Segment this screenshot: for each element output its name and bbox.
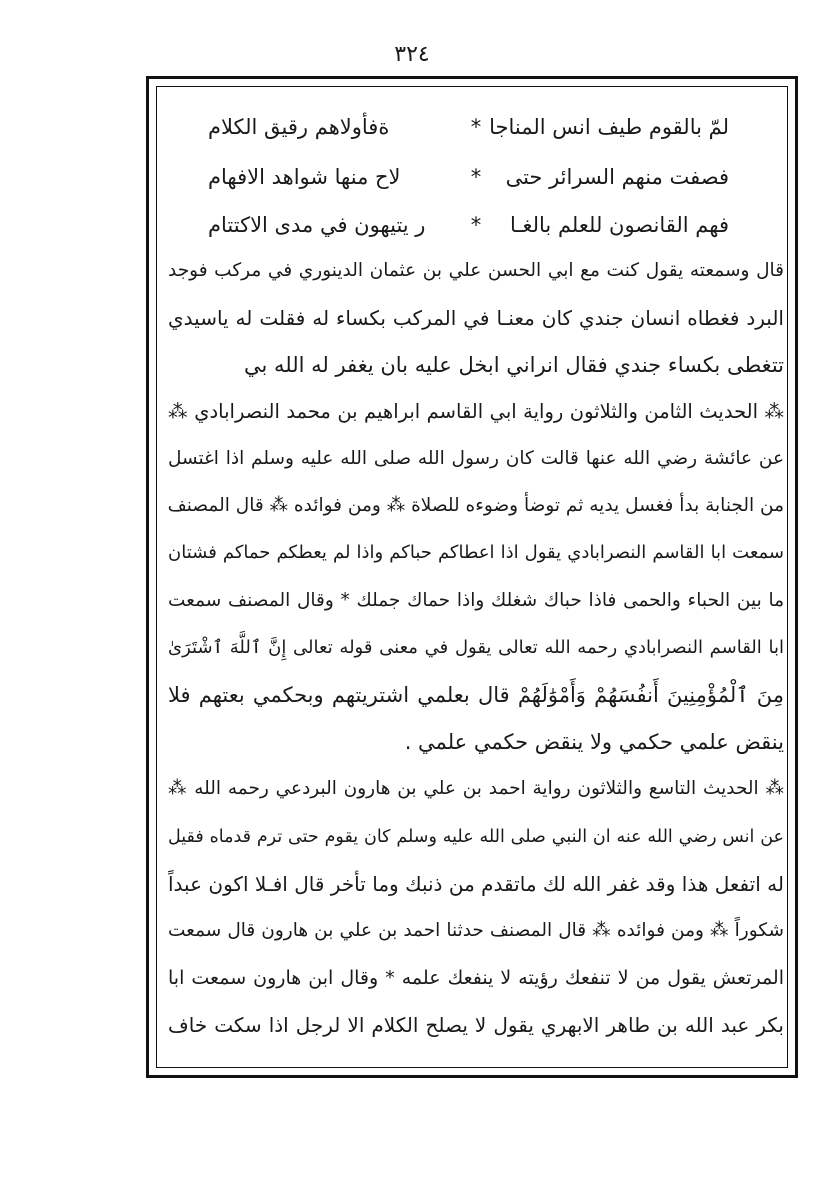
verse-second-hemistich: ر يتيهون في مدى الاكتتام bbox=[208, 213, 426, 237]
verse-separator: * bbox=[470, 165, 482, 189]
verse-line bbox=[168, 106, 784, 148]
text-line: تتغطى بكساء جندي فقال انراني ابخل عليه بان يغفر له الله بي bbox=[244, 353, 784, 377]
text-line: البرد فغطاه انسان جندي كان معنـا في المركب بكساء له فقلت له ياسيدي bbox=[168, 306, 784, 330]
text-line: قال وسمعته يقول كنت مع ابي الحسن علي بن عثمان الدينوري في مركب فوجد bbox=[168, 260, 784, 281]
hadith-heading: ⁂ الحديث الثامن والثلاثون رواية ابي القاسم ابراهيم بن محمد النصرابادي ⁂ bbox=[168, 400, 784, 423]
text-block bbox=[168, 100, 784, 1060]
text-line: شكوراً ⁂ ومن فوائده ⁂ قال المصنف حدثنا احمد بن علي بن هارون قال سمعت bbox=[168, 920, 784, 941]
verse-second-hemistich: ةفأولاهم رقيق الكلام bbox=[208, 115, 390, 139]
page-number: ٣٢٤ bbox=[394, 42, 430, 67]
text-line: ابا القاسم النصرابادي رحمه الله تعالى يقول في معنى قوله تعالى إِنَّ ٱللَّهَ ٱشْتَرَىٰ bbox=[168, 637, 784, 658]
verse-first-hemistich: فصفت منهم السرائر حتى bbox=[505, 165, 729, 189]
text-line: عن عائشة رضي الله عنها قالت كان رسول الله صلى الله عليه وسلم اذا اغتسل bbox=[168, 448, 784, 469]
hadith-heading: ⁂ الحديث التاسع والثلاثون رواية احمد بن علي بن هارون البردعي رحمه الله ⁂ bbox=[168, 778, 784, 799]
text-line: من الجنابة بدأ فغسل يديه ثم توضأ وضوءه للصلاة ⁂ ومن فوائده ⁂ قال المصنف bbox=[168, 495, 784, 516]
verse-first-hemistich: لمّ بالقوم طيف انس المناجا bbox=[489, 115, 729, 139]
verse-first-hemistich: فهم القانصون للعلم بالغـا bbox=[509, 213, 729, 237]
text-line: ما بين الحباء والحمى فاذا حباك شغلك واذا حماك جملك * وقال المصنف سمعت bbox=[168, 590, 784, 611]
text-line: بكر عبد الله بن طاهر الابهري يقول لا يصلح الكلام الا لرجل اذا سكت خاف bbox=[168, 1013, 784, 1037]
verse-second-hemistich: لاح منها شواهد الافهام bbox=[208, 165, 401, 189]
text-line: ينقض علمي حكمي ولا ينقض حكمي علمي . bbox=[404, 730, 784, 754]
quran-verse-line: مِنَ ٱلْمُؤْمِنِينَ أَنفُسَهُمْ وَأَمْوَٰلَهُمْ قال بعلمي اشتريتهم وبحكمي بعتهم فلا bbox=[168, 683, 784, 707]
text-line: له اتفعل هذا وقد غفر الله لك ماتقدم من ذنبك وما تأخر قال افـلا اكون عبداً bbox=[168, 872, 784, 896]
verse-separator: * bbox=[470, 213, 482, 237]
verse-line bbox=[168, 204, 784, 246]
verse-line bbox=[168, 156, 784, 198]
verse-separator: * bbox=[470, 115, 482, 139]
text-line: عن انس رضي الله عنه ان النبي صلى الله عليه وسلم كان يقوم حتى ترم قدماه فقيل bbox=[168, 827, 784, 847]
text-line: المرتعش يقول من لا تنفعك رؤيته لا ينفعك علمه * وقال ابن هارون سمعت ابا bbox=[168, 967, 784, 989]
text-line: سمعت ابا القاسم النصرابادي يقول اذا اعطاكم حباكم واذا لم يعطكم حماكم فشتان bbox=[168, 542, 784, 563]
